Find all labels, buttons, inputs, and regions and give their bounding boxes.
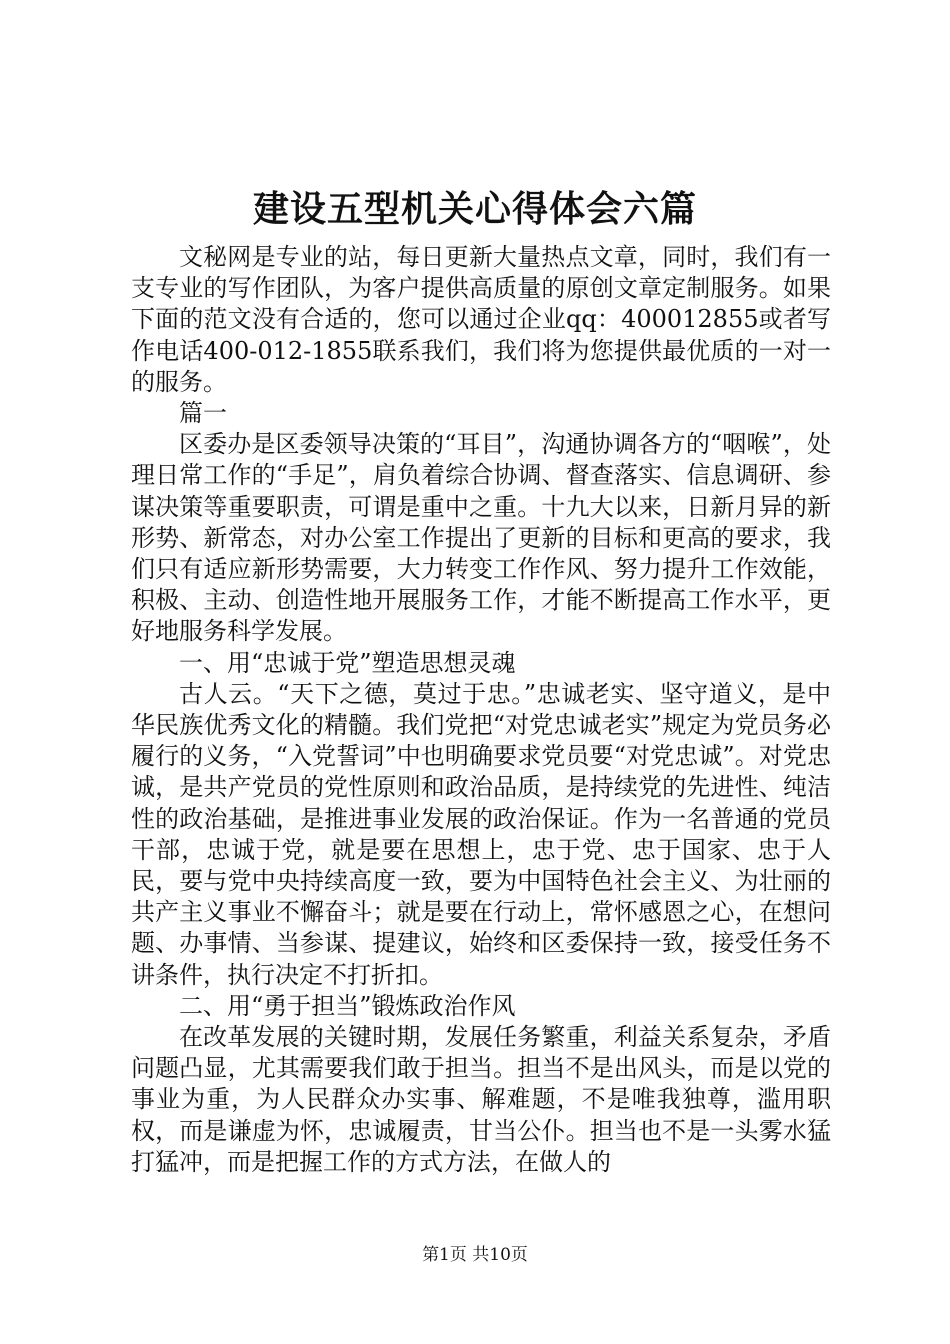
page-footer: 第1页 共10页 xyxy=(422,1245,528,1265)
heading-responsibility: 二、用“勇于担当”锻炼政治作风 xyxy=(179,991,516,1020)
paragraph-intro: 文秘网是专业的站，每日更新大量热点文章，同时，我们有一支专业的写作团队，为客户提供高质量的原创文章定制服务。如果下面的范文没有合适的，您可以通过企业qq：400012855或者写作电话400-012-1855联系我们，我们将为您提供最优质的一对一的服务。 xyxy=(131,243,831,396)
paragraph-loyalty: 古人云。“天下之德，莫过于忠。”忠诚老实、坚守道义，是中华民族优秀文化的精髓。我们党把“对党忠诚老实”规定为党员务必履行的义务，“入党誓词”中也明确要求党员要“对党忠诚”。对党忠诚，是共产党员的党性原则和政治品质，是持续党的先进性、纯洁性的政治基础，是推进事业发展的政治保证。作为一名普通的党员干部，忠诚于党，就是要在思想上，忠于党、忠于国家、忠于人民，要与党中央持续高度一致，要为中国特色社会主义、为壮丽的共产主义事业不懈奋斗；就是要在行动上，常怀感恩之心，在想问题、办事情、当参谋、提建议，始终和区委保持一致，接受任务不讲条件，执行决定不打折扣。 xyxy=(131,679,831,989)
document-body xyxy=(131,242,831,1178)
section-label-part-one: 篇一 xyxy=(179,399,227,428)
document-title: 建设五型机关心得体会六篇 xyxy=(252,188,697,230)
heading-loyalty: 一、用“忠诚于党”塑造思想灵魂 xyxy=(179,648,516,677)
paragraph-responsibility: 在改革发展的关键时期，发展任务繁重，利益关系复杂，矛盾问题凸显，尤其需要我们敢于担当。担当不是出风头，而是以党的事业为重，为人民群众办实事、解难题，不是唯我独尊，滥用职权，而是谦虚为怀，忠诚履责，甘当公仆。担当也不是一头雾水猛打猛冲，而是把握工作的方式方法，在做人的 xyxy=(131,1023,831,1176)
paragraph-office-role: 区委办是区委领导决策的“耳目”，沟通协调各方的“咽喉”，处理日常工作的“手足”，肩负着综合协调、督查落实、信息调研、参谋决策等重要职责，可谓是重中之重。十九大以来，日新月异的新形势、新常态，对办公室工作提出了更新的目标和更高的要求，我们只有适应新形势需要，大力转变工作作风、努力提升工作效能，积极、主动、创造性地开展服务工作，才能不断提高工作水平，更好地服务科学发展。 xyxy=(131,430,831,646)
